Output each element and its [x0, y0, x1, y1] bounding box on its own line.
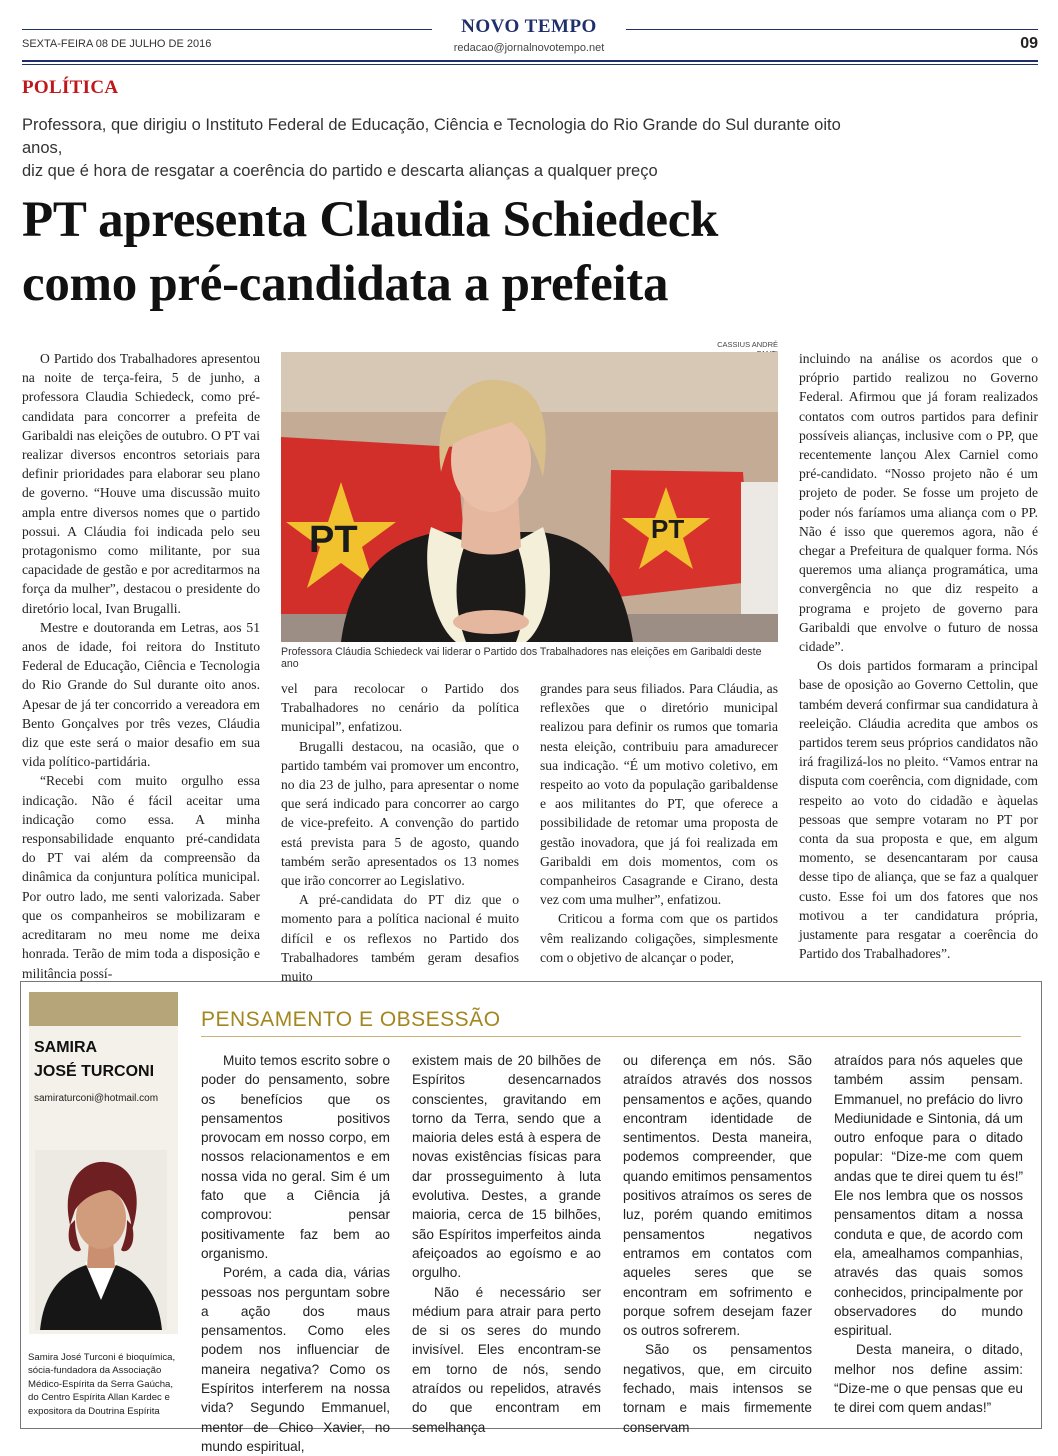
article-paragraph: grandes para seus filiados. Para Cláudia, as reflexões que o diretório municipal realizou para definir os rumos que tomaria nesta eleição, contribuiu para amadurecer sua indicação. “É um motivo coletivo, em respeito ao voto da população garibaldense e aos militantes do PT, que oferece a possibilidade de retomar uma proposta de gestão inovadora, que já foi realizada em Garibaldi em dois momentos, com os companheiros Casagrande e Cirano, desta vez com uma mulher”, enfatizou. [540, 681, 778, 908]
article-photo[interactable] [281, 352, 778, 642]
avatar [35, 1150, 167, 1330]
issue-date: SEXTA-FEIRA 08 DE JULHO DE 2016 [22, 38, 212, 50]
column-title-rule [201, 1036, 1021, 1037]
article-paragraph: Criticou a forma com que os partidos vêm realizando coligações, simplesmente com o objetivo de alcançar o poder, [540, 911, 778, 965]
banner-text: PT [651, 514, 685, 544]
section-label: POLÍTICA [22, 77, 119, 98]
article-subhead [22, 114, 862, 183]
column-paragraph: atraídos para nós aqueles que também assim pensam. Emmanuel, no prefácio do livro Mediunidade e Sintonia, dá um outro enfoque para o ditado popular: “Dize-me com quem andas que te direi quem tu és!” Ele nos lembra que os nossos pensamentos ditam a nossa conduta e que, de acordo com ela, amealhamos companhias, através das quais somos conhecidos, principalmente por observadores do mundo espiritual. [834, 1053, 1023, 1339]
column-paragraph: Desta maneira, o ditado, melhor nos define assim: “Dize-me o que pensas que eu te direi com quem andas!” [834, 1342, 1023, 1416]
opinion-column-4 [834, 1051, 1023, 1418]
opinion-column-3 [623, 1051, 812, 1437]
article-paragraph: Mestre e doutoranda em Letras, aos 51 anos de idade, foi reitora do Instituto Federal de Educação, Ciência e Tecnologia do Rio Grande do Sul durante oito anos. Apesar de já ter concorrido a vereadora em Bento Gonçalves por três vezes, Cláudia diz que este será o maior desafio em sua vida político-partidária. [22, 619, 260, 770]
article-paragraph: “Recebi com muito orgulho essa indicação. Não é fácil aceitar uma indicação como essa. A minha responsabilidade enquanto pré-candidata do PT vai além da compreensão da dinâmica da conjuntura política municipal. Por outro lado, me senti valorizada. Saber que os companheiros se mobilizaram e acreditaram no meu nome me deixa honrada. Terão de mim toda a disposição e militância possí- [22, 773, 260, 981]
article-paragraph: vel para recolocar o Partido dos Trabalhadores no cenário da política municipal”, enfatizou. [281, 681, 519, 735]
column-paragraph: Porém, a cada dia, várias pessoas nos perguntam sobre a ação dos maus pensamentos. Como eles podem nos influenciar de maneira negativa? Como os Espíritos interferem na nossa vida? Segundo Emmanuel, mentor de Chico Xavier, no mundo espiritual, [201, 1265, 390, 1454]
article-headline [22, 188, 922, 316]
author-bio: Samira José Turconi é bioquímica, sócia-fundadora da Associação Médico-Espírita da Serra Gaúcha, do Centro Espírita Allan Kardec e expositora da Doutrina Espírita [28, 1352, 176, 1417]
subhead-line-2: diz que é hora de resgatar a coerência do partido e descarta alianças a qualquer preço [22, 162, 658, 180]
column-paragraph: Não é necessário ser médium para atrair para perto de si os seres do mundo invisível. Eles encontram-se em torno de nós, sendo atraídos ou repelidos, através do que encontram em semelhança [412, 1284, 601, 1435]
article-column-4 [799, 349, 1038, 964]
column-paragraph: São os pensamentos negativos, que, em circuito fechado, mais intensos se tornam e mais firmemente conservam [623, 1342, 812, 1435]
opinion-column-2 [412, 1051, 601, 1437]
author-photo [35, 1150, 167, 1330]
article-paragraph: incluindo na análise os acordos que o próprio partido realizou no Governo Federal. Afirmou que já foram realizados contatos com outros partidos para definir possíveis alianças, inclusive com o PP, que recentemente lançou Alex Carniel como pré-candidato. “Nosso projeto não é um projeto de poder. Se fosse um projeto de poder nós faríamos uma aliança com o PP. Não é isso que queremos agora, não é chegar a Prefeitura de qualquer forma. Nós queremos uma aliança programática, uma convergência no que diz respeito a programa e projeto de governo para Garibaldi que envolve o futuro de nossa cidade”. [799, 351, 1038, 655]
author-email[interactable]: samiraturconi@hotmail.com [34, 1093, 159, 1104]
article-paragraph: Os dois partidos formaram a principal base de oposição ao Governo Cettolin, que também deverá confirmar sua candidatura à reeleição. Cláudia acredita que ambos os partidos terem seus próprios candidatos não irá fragilizá-los no pleito. “Vamos entrar na disputa com coerência, com dignidade, com respeito ao voto do cidadão e àquelas pessoas que sempre votaram no PT por conta da sua proposta e que, em algum momento, se desencantaram por causa desse tipo de aliança, que se faz a qualquer custo. Esse foi um dos fatores que nos motivou a ter candidatura própria, justamente para resgatar a coerência do Partido dos Trabalhadores”. [799, 658, 1038, 962]
author-last-name: JOSÉ TURCONI [34, 1063, 155, 1080]
column-paragraph: Muito temos escrito sobre o poder do pensamento, sobre os benefícios que os pensamentos positivos provocam em nosso corpo, em nossos relacionamentos e em nossa vida no geral. Sim é um fato que a Ciência já comprovou: pensar positivamente faz bem ao organismo. [201, 1053, 390, 1261]
opinion-column-1 [201, 1051, 390, 1456]
headline-line-1: PT apresenta Claudia Schiedeck [22, 192, 719, 248]
article-column-3 [540, 679, 778, 967]
article-column-1 [22, 349, 260, 983]
author-sidebar-header [29, 992, 178, 1026]
newspaper-name: NOVO TEMPO [461, 16, 597, 37]
page-number: 09 [1020, 35, 1038, 52]
photo-caption: Professora Cláudia Schiedeck vai liderar o Partido dos Trabalhadores nas eleições em Garibaldi deste ano [281, 646, 762, 670]
column-paragraph: ou diferença em nós. São atraídos através dos nossos pensamentos e ações, quando encontram identidade de sentimentos. Desta maneira, podemos compreender, que quando emitimos pensamentos positivos atraímos os seres de luz, porém quando emitimos pensamentos negativos entramos em contatos com aqueles seres que se encontram em sofrimento e porque sofrem desejam fazer os outros sofrerem. [623, 1053, 812, 1339]
article-paragraph: A pré-candidata do PT diz que o momento para a política nacional é muito difícil e os reflexos no Partido dos Trabalhadores também geram desafios muito [281, 892, 519, 985]
article-column-2 [281, 679, 519, 986]
article-paragraph: O Partido dos Trabalhadores apresentou na noite de terça-feira, 5 de junho, a professora Claudia Schiedeck, como pré-candidata para concorrer a prefeita de Garibaldi nas eleições de outubro. O PT vai realizar diversos encontros setoriais para definir prioridades para elaborar seu plano de governo. “Houve uma discussão muito ampla entre diversos nomes que o partido possui. A Cláudia foi indicada pelo seu protagonismo como militante, por sua capacidade de gestão e por acreditarmos na força da mulher”, destacou o presidente do diretório local, Ivan Brugalli. [22, 351, 260, 616]
newsroom-email[interactable]: redacao@jornalnovotempo.net [453, 42, 605, 54]
column-paragraph: existem mais de 20 bilhões de Espíritos desencarnados conscientes, gravitando em torno da Terra, sendo que a maioria deles está à espera de novas existências físicas para dar prosseguimento à luta evolutiva. Destes, a grande maioria, cerca de 15 bilhões, são Espíritos imperfeitos ainda afeiçoados ao egoísmo e ao orgulho. [412, 1053, 601, 1281]
photo-illustration [281, 352, 778, 642]
banner-text: PT [309, 519, 358, 561]
article-paragraph: Brugalli destacou, na ocasião, que o partido também vai promover um encontro, no dia 23 de julho, para apresentar o nome que será indicado para concorrer ao cargo de vice-prefeito. A convenção do partido está prevista para 5 de agosto, quando também serão apresentados os 13 nomes que irão concorrer ao Legislativo. [281, 738, 519, 889]
headline-line-2: como pré-candidata a prefeita [22, 256, 669, 312]
photo-credit: CASSIUS ANDRÉ [717, 340, 778, 349]
column-title: PENSAMENTO E OBSESSÃO [201, 1008, 501, 1031]
author-name [34, 1036, 154, 1084]
subhead-line-1: Professora, que dirigiu o Instituto Federal de Educação, Ciência e Tecnologia do Rio Grande do Sul durante oito anos, [22, 116, 841, 157]
author-first-name: SAMIRA [34, 1039, 98, 1056]
